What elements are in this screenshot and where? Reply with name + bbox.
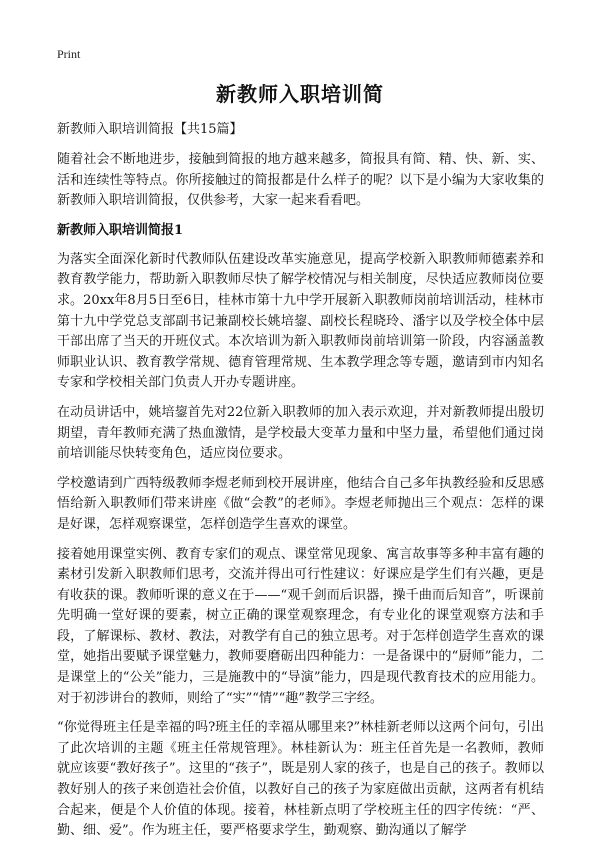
intro-paragraph: 随着社会不断地进步，接触到简报的地方越来越多，简报具有简、精、快、新、实、活和连续性等特点。你所接触过的简报都是什么样子的呢？以下是小编为大家收集的新教师入职培训简报，仅供参考，大家一起来看看吧。 bbox=[57, 152, 544, 209]
body-paragraph: “你觉得班主任是幸福的吗?班主任的幸福从哪里来?”林桂新老师以这两个问句，引出了此次培训的主题《班主任常规管理》。林桂新认为：班主任首先是一名教师，教师就应该要“教好孩子”。这里的“孩子”，既是别人家的孩子，也是自己的孩子。教师以教好别人的孩子来创造社会价值，以教好自己的孩子为家庭做出贡献，这两者有机结合起来，便是个人价值的体现。接着，林桂新点明了学校班主任的四字传统：“严、勤、细、爱”。作为班主任，要严格要求学生，勤观察、勤沟通以了解学 bbox=[57, 720, 544, 839]
body-paragraph: 为落实全面深化新时代教师队伍建设改革实施意见，提高学校新入职教师师德素养和教育教学能力，帮助新入职教师尽快了解学校情况与相关制度，尽快适应教师岗位要求。20xx年8月5日至6日，桂林市第十九中学开展新入职教师岗前培训活动，桂林市第十九中学党总支部副书记兼副校长姚培鋆、副校长程晓玲、潘宇以及学校全体中层干部出席了当天的开班仪式。本次培训为新入职教师岗前培训第一阶段，内容涵盖教师职业认识、教育教学常规、德育管理常规、生本教学理念等专题，邀请到市内知名专家和学校相关部门负责人开办专题讲座。 bbox=[57, 251, 544, 391]
body-paragraph: 在动员讲话中，姚培鋆首先对22位新入职教师的加入表示欢迎，并对新教师提出殷切期望，青年教师充满了热血激情，是学校最大变革力量和中坚力量，希望他们通过岗前培训能尽快转变角色，适应岗位要求。 bbox=[57, 404, 544, 462]
page-title: 新教师入职培训简 bbox=[216, 82, 384, 106]
document-body bbox=[57, 120, 544, 851]
body-paragraph: 接着她用课堂实例、教育专家们的观点、课堂常见现象、寓言故事等多种丰富有趣的素材引发新入职教师们思考，交流并得出可行性建议：好课应是学生们有兴趣，更是有收获的课。教师听课的意义在于——“观千剑而后识器，操千曲而后知音”，听课前先明确一堂好课的要素，树立正确的课堂观察理念，有专业化的课堂观察方法和手段，了解课标、教材、教法，对教学有自己的独立思考。对于怎样创造学生喜欢的课堂，她指出要赋予课堂魅力，教师要磨砺出四种能力：一是备课中的“厨师”能力，二是课堂上的“公关”能力，三是施教中的“导演”能力，四是现代教育技术的应用能力。对于初涉讲台的教师，则给了“实”“情”“趣”教学三字经。 bbox=[57, 546, 544, 706]
body-paragraph: 学校邀请到广西特级教师李煜老师到校开展讲座，他结合自己多年执教经验和反思感悟给新入职教师们带来讲座《做“会教”的老师》。李煜老师抛出三个观点：怎样的课是好课，怎样观察课堂，怎样创造学生喜欢的课堂。 bbox=[57, 475, 544, 532]
document-subtitle: 新教师入职培训简报【共15篇】 bbox=[57, 122, 243, 137]
section-heading: 新教师入职培训简报1 bbox=[57, 222, 184, 238]
print-label[interactable]: Print bbox=[57, 47, 81, 61]
